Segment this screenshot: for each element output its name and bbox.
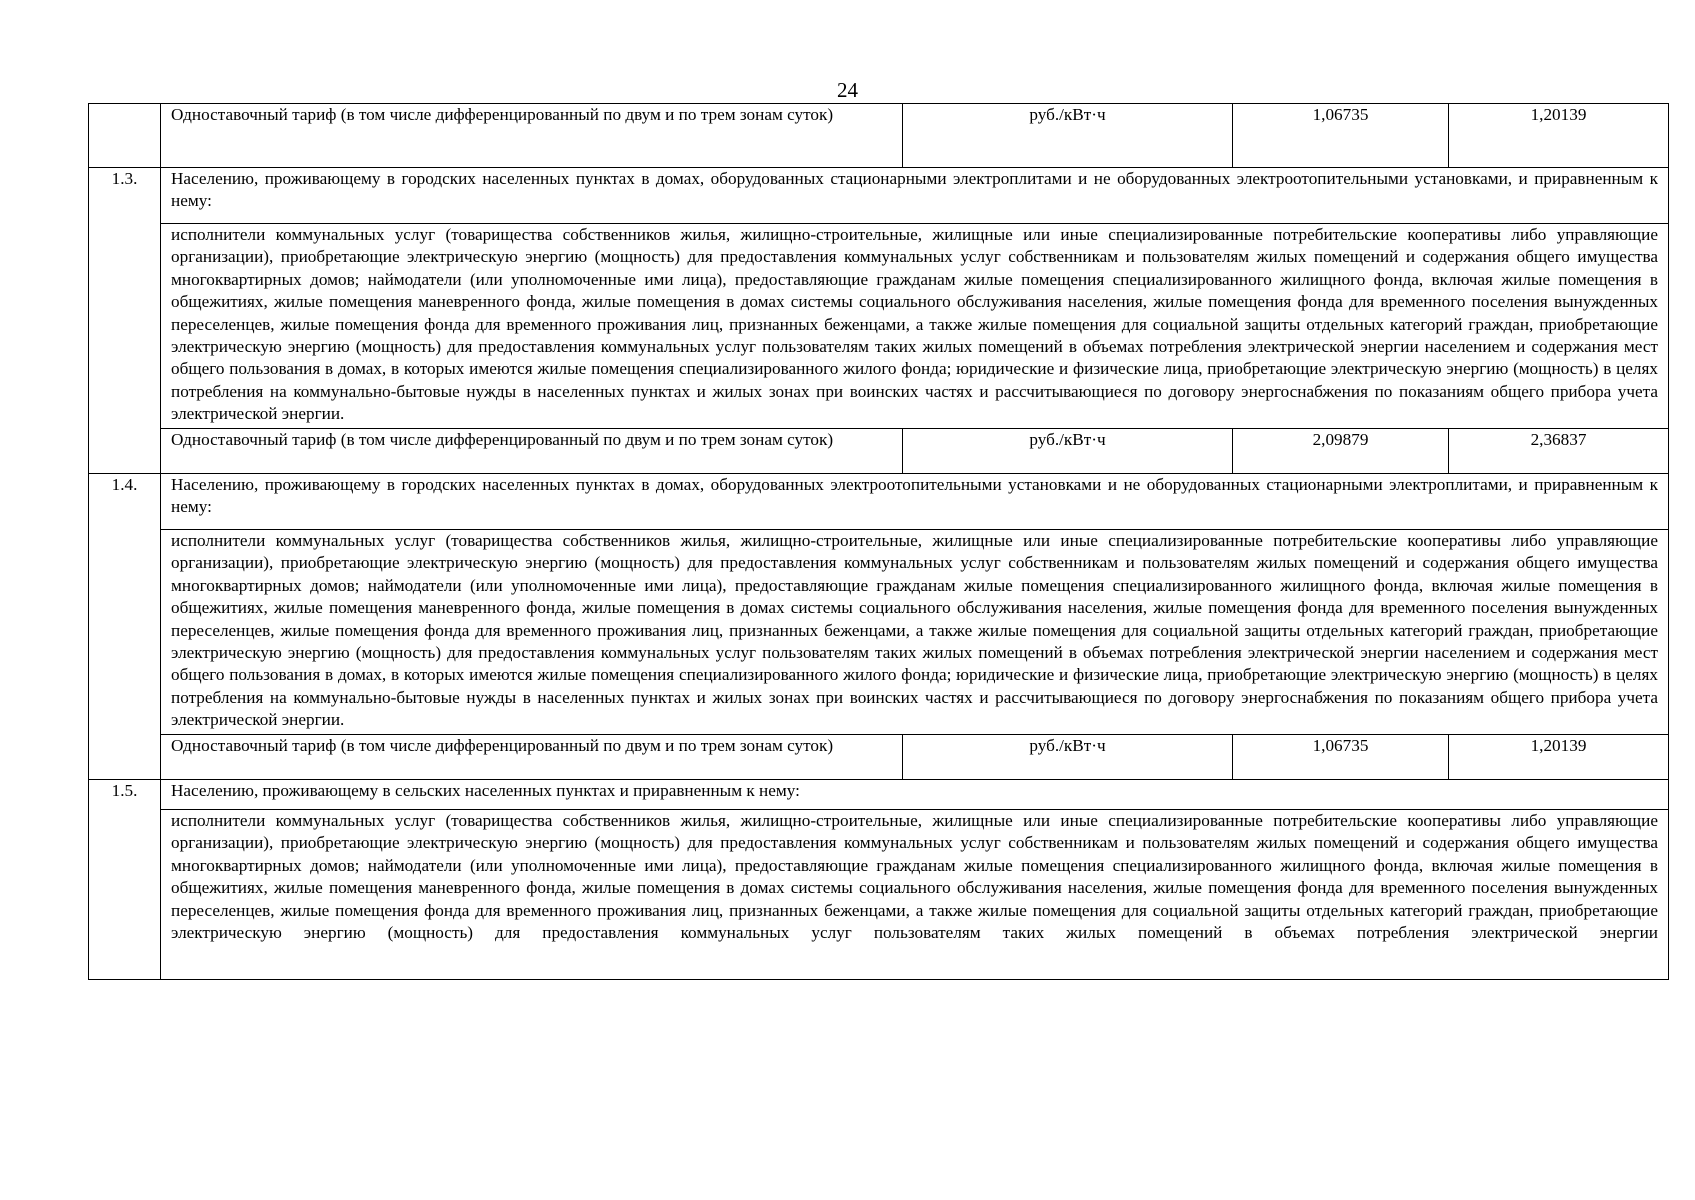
tariff-table: [88, 103, 1669, 980]
section-number: 1.3.: [89, 168, 161, 474]
unit-cell: руб./кВт·ч: [903, 104, 1233, 168]
consumers-description-partial: исполнители коммунальных услуг (товарищества собственников жилья, жилищно-строительные, жилищные или иные специализированные потребительские кооперативы либо управляющие организации), приобретающие электрическую энергию (мощность) для предоставления коммунальных услуг собственникам и пользователям жилых помещений и содержания общего имущества многоквартирных домов; наймодатели (или уполномоченные ими лица), предоставляющие гражданам жилые помещения специализированного жилищного фонда, включая жилые помещения в общежитиях, жилые помещения маневренного фонда, жилые помещения в домах системы социального обслуживания населения, жилые помещения фонда для временного поселения вынужденных переселенцев, жилые помещения фонда для временного проживания лиц, признанных беженцами, а также жилые помещения для социальной защиты отдельных категорий граждан, приобретающие электрическую энергию (мощность) для предоставления коммунальных услуг пользователям таких жилых помещений в объемах потребления электрической энергии: [161, 810, 1669, 980]
tariff-label: Одноставочный тариф (в том числе дифференцированный по двум и по трем зонам суток): [161, 735, 903, 780]
table-row: [89, 224, 1669, 429]
table-row: [89, 530, 1669, 735]
table-row: [89, 429, 1669, 474]
page-number: 24: [837, 78, 858, 102]
section-number: 1.5.: [89, 780, 161, 980]
unit-cell: руб./кВт·ч: [903, 429, 1233, 474]
tariff-value-2: 1,20139: [1449, 104, 1669, 168]
table-row: [89, 735, 1669, 780]
consumers-description: исполнители коммунальных услуг (товарищества собственников жилья, жилищно-строительные, жилищные или иные специализированные потребительские кооперативы либо управляющие организации), приобретающие электрическую энергию (мощность) для предоставления коммунальных услуг собственникам и пользователям жилых помещений и содержания общего имущества многоквартирных домов; наймодатели (или уполномоченные ими лица), предоставляющие гражданам жилые помещения специализированного жилищного фонда, включая жилые помещения в общежитиях, жилые помещения маневренного фонда, жилые помещения в домах системы социального обслуживания населения, жилые помещения фонда для временного поселения вынужденных переселенцев, жилые помещения фонда для временного проживания лиц, признанных беженцами, а также жилые помещения для социальной защиты отдельных категорий граждан, приобретающие электрическую энергию (мощность) для предоставления коммунальных услуг пользователям таких жилых помещений в объемах потребления электрической энергии населением и содержания мест общего пользования в домах, в которых имеются жилые помещения специализированного жилого фонда; юридические и физические лица, приобретающие электрическую энергию (мощность) в целях потребления на коммунально-бытовые нужды в населенных пунктах и жилых зонах при воинских частях и рассчитывающиеся по договору энергоснабжения по показаниям общего прибора учета электрической энергии.: [161, 224, 1669, 429]
table-row: [89, 168, 1669, 224]
table-row: [89, 810, 1669, 980]
tariff-value-1: 2,09879: [1233, 429, 1449, 474]
tariff-value-1: 1,06735: [1233, 735, 1449, 780]
table-row: [89, 474, 1669, 530]
table-row: [89, 104, 1669, 168]
tariff-value-2: 1,20139: [1449, 735, 1669, 780]
tariff-value-2: 2,36837: [1449, 429, 1669, 474]
tariff-label: Одноставочный тариф (в том числе дифференцированный по двум и по трем зонам суток): [161, 104, 903, 168]
unit-cell: руб./кВт·ч: [903, 735, 1233, 780]
section-number: 1.4.: [89, 474, 161, 780]
tariff-label: Одноставочный тариф (в том числе дифференцированный по двум и по трем зонам суток): [161, 429, 903, 474]
section-heading: Населению, проживающему в городских населенных пунктах в домах, оборудованных электроотопительными установками и не оборудованных стационарными электроплитами, и приравненным к нему:: [161, 474, 1669, 530]
section-heading: Населению, проживающему в сельских населенных пунктах и приравненным к нему:: [161, 780, 1669, 810]
table-row: [89, 780, 1669, 810]
consumers-description: исполнители коммунальных услуг (товарищества собственников жилья, жилищно-строительные, жилищные или иные специализированные потребительские кооперативы либо управляющие организации), приобретающие электрическую энергию (мощность) для предоставления коммунальных услуг собственникам и пользователям жилых помещений и содержания общего имущества многоквартирных домов; наймодатели (или уполномоченные ими лица), предоставляющие гражданам жилые помещения специализированного жилищного фонда, включая жилые помещения в общежитиях, жилые помещения маневренного фонда, жилые помещения в домах системы социального обслуживания населения, жилые помещения фонда для временного поселения вынужденных переселенцев, жилые помещения фонда для временного проживания лиц, признанных беженцами, а также жилые помещения для социальной защиты отдельных категорий граждан, приобретающие электрическую энергию (мощность) для предоставления коммунальных услуг пользователям таких жилых помещений в объемах потребления электрической энергии населением и содержания мест общего пользования в домах, в которых имеются жилые помещения специализированного жилого фонда; юридические и физические лица, приобретающие электрическую энергию (мощность) в целях потребления на коммунально-бытовые нужды в населенных пунктах и жилых зонах при воинских частях и рассчитывающиеся по договору энергоснабжения по показаниям общего прибора учета электрической энергии.: [161, 530, 1669, 735]
section-heading: Населению, проживающему в городских населенных пунктах в домах, оборудованных стационарными электроплитами и не оборудованных электроотопительными установками, и приравненным к нему:: [161, 168, 1669, 224]
tariff-value-1: 1,06735: [1233, 104, 1449, 168]
row-number-empty: [89, 104, 161, 168]
